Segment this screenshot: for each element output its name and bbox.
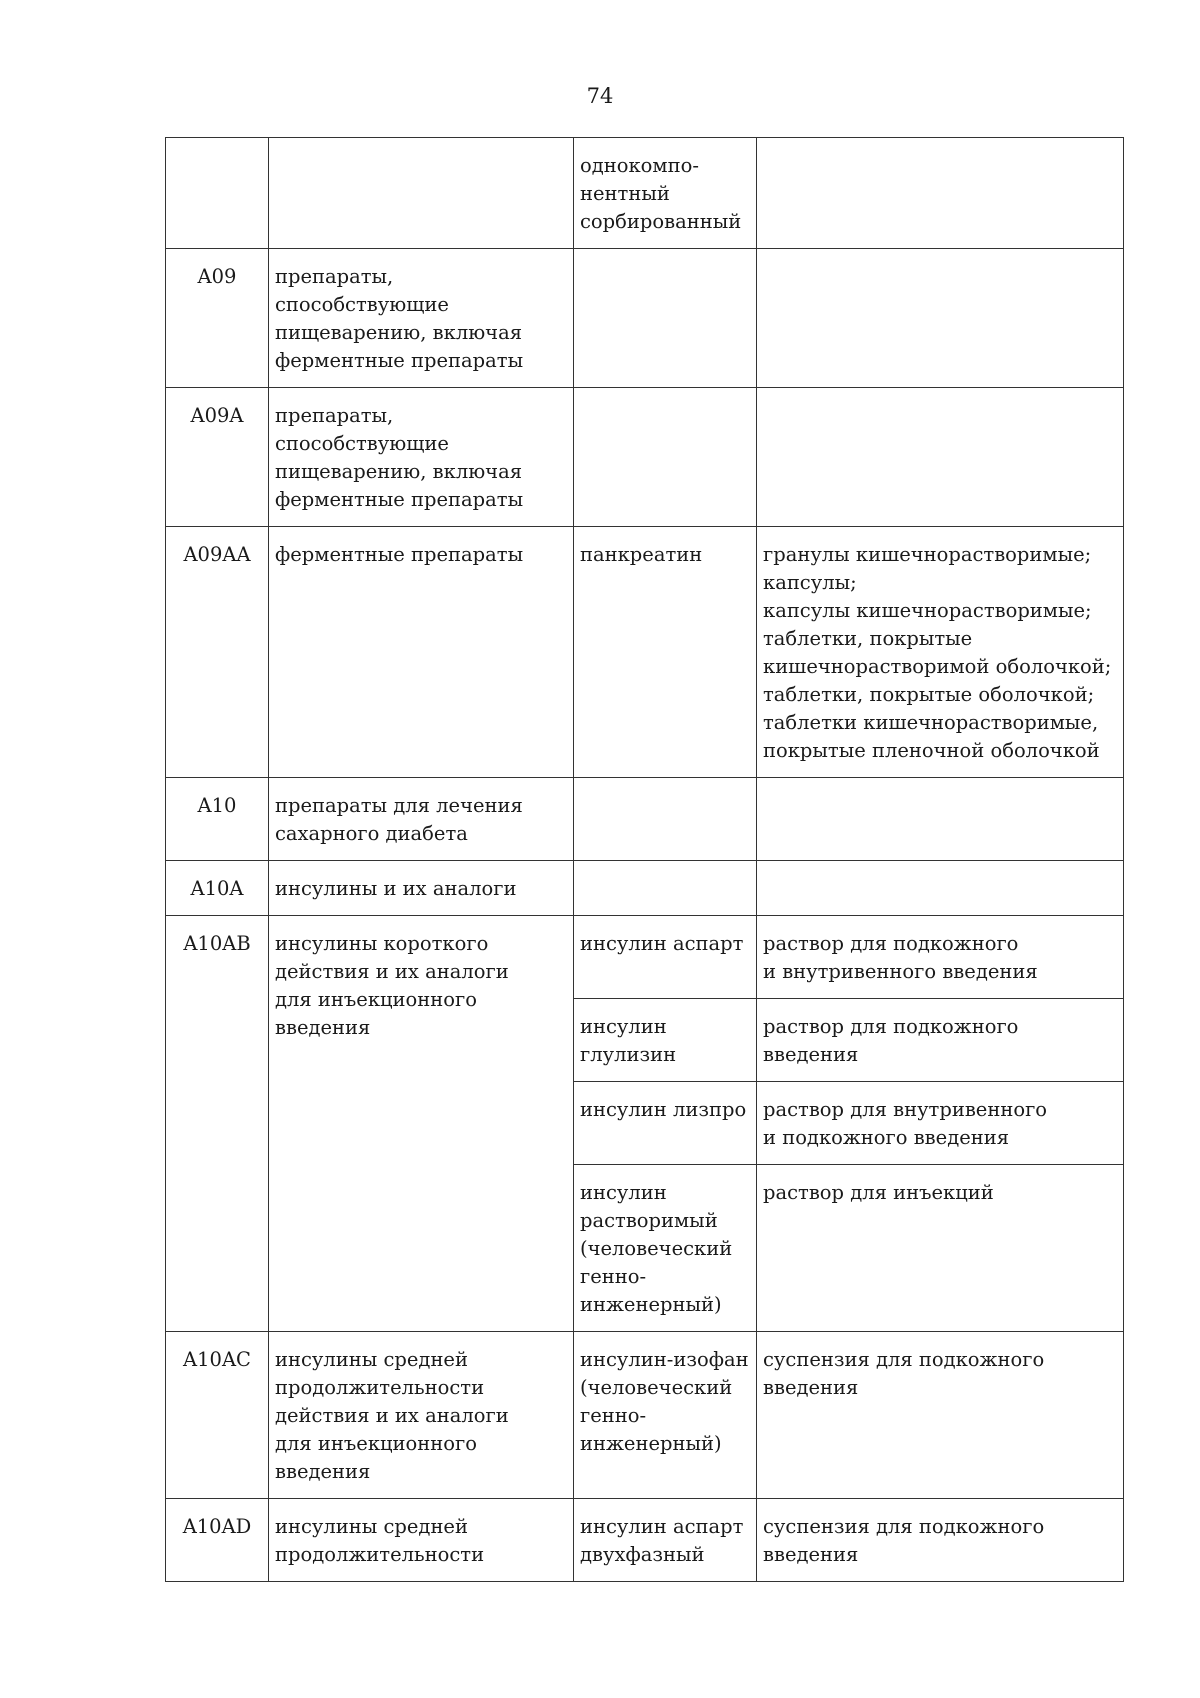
table-row bbox=[166, 249, 1124, 388]
atc-code: A10AD bbox=[166, 1499, 269, 1582]
group-name: инсулины средней продолжительности bbox=[269, 1499, 574, 1582]
atc-code bbox=[166, 138, 269, 249]
table-row bbox=[166, 916, 1124, 999]
table-row bbox=[166, 1332, 1124, 1499]
dosage-form: раствор для инъекций bbox=[757, 1165, 1124, 1332]
group-name: инсулины средней продолжительности действия и их аналоги для инъекционного введения bbox=[269, 1332, 574, 1499]
group-name: препараты для лечения сахарного диабета bbox=[269, 778, 574, 861]
table-row bbox=[166, 527, 1124, 778]
dosage-form: раствор для подкожного введения bbox=[757, 999, 1124, 1082]
dosage-form bbox=[757, 249, 1124, 388]
drug-name: инсулин глулизин bbox=[574, 999, 757, 1082]
dosage-form: раствор для внутривенного и подкожного введения bbox=[757, 1082, 1124, 1165]
atc-code: A10A bbox=[166, 861, 269, 916]
atc-code: A10AC bbox=[166, 1332, 269, 1499]
table-row bbox=[166, 778, 1124, 861]
drug-name: инсулин-изофан (человеческий генно- инженерный) bbox=[574, 1332, 757, 1499]
dosage-form: гранулы кишечнорастворимые; капсулы; капсулы кишечнорастворимые; таблетки, покрытые кишечнорастворимой оболочкой; таблетки, покрытые оболочкой; таблетки кишечнорастворимые, покрытые пленочной оболочкой bbox=[757, 527, 1124, 778]
dosage-form: суспензия для подкожного введения bbox=[757, 1332, 1124, 1499]
page-number: 74 bbox=[586, 84, 614, 108]
atc-code: A09 bbox=[166, 249, 269, 388]
drug-name bbox=[574, 249, 757, 388]
drug-name bbox=[574, 388, 757, 527]
group-name: ферментные препараты bbox=[269, 527, 574, 778]
drug-name: инсулин лизпро bbox=[574, 1082, 757, 1165]
table-row bbox=[166, 388, 1124, 527]
dosage-form bbox=[757, 861, 1124, 916]
dosage-form bbox=[757, 138, 1124, 249]
drug-name: панкреатин bbox=[574, 527, 757, 778]
atc-code: A10 bbox=[166, 778, 269, 861]
drug-name bbox=[574, 861, 757, 916]
group-name: препараты, способствующие пищеварению, включая ферментные препараты bbox=[269, 249, 574, 388]
group-name: препараты, способствующие пищеварению, включая ферментные препараты bbox=[269, 388, 574, 527]
atc-code: A09AA bbox=[166, 527, 269, 778]
drug-name bbox=[574, 778, 757, 861]
dosage-form: суспензия для подкожного введения bbox=[757, 1499, 1124, 1582]
atc-code: A09A bbox=[166, 388, 269, 527]
table-row bbox=[166, 1499, 1124, 1582]
table-row bbox=[166, 138, 1124, 249]
dosage-form bbox=[757, 778, 1124, 861]
drug-table bbox=[165, 137, 1124, 1582]
group-name bbox=[269, 138, 574, 249]
atc-code: A10AB bbox=[166, 916, 269, 1332]
group-name: инсулины и их аналоги bbox=[269, 861, 574, 916]
dosage-form bbox=[757, 388, 1124, 527]
drug-name: инсулин аспарт bbox=[574, 916, 757, 999]
group-name: инсулины короткого действия и их аналоги для инъекционного введения bbox=[269, 916, 574, 1332]
drug-name: инсулин растворимый (человеческий генно- инженерный) bbox=[574, 1165, 757, 1332]
drug-name: однокомпо- нентный сорбированный bbox=[574, 138, 757, 249]
dosage-form: раствор для подкожного и внутривенного введения bbox=[757, 916, 1124, 999]
table-row bbox=[166, 861, 1124, 916]
drug-name: инсулин аспарт двухфазный bbox=[574, 1499, 757, 1582]
